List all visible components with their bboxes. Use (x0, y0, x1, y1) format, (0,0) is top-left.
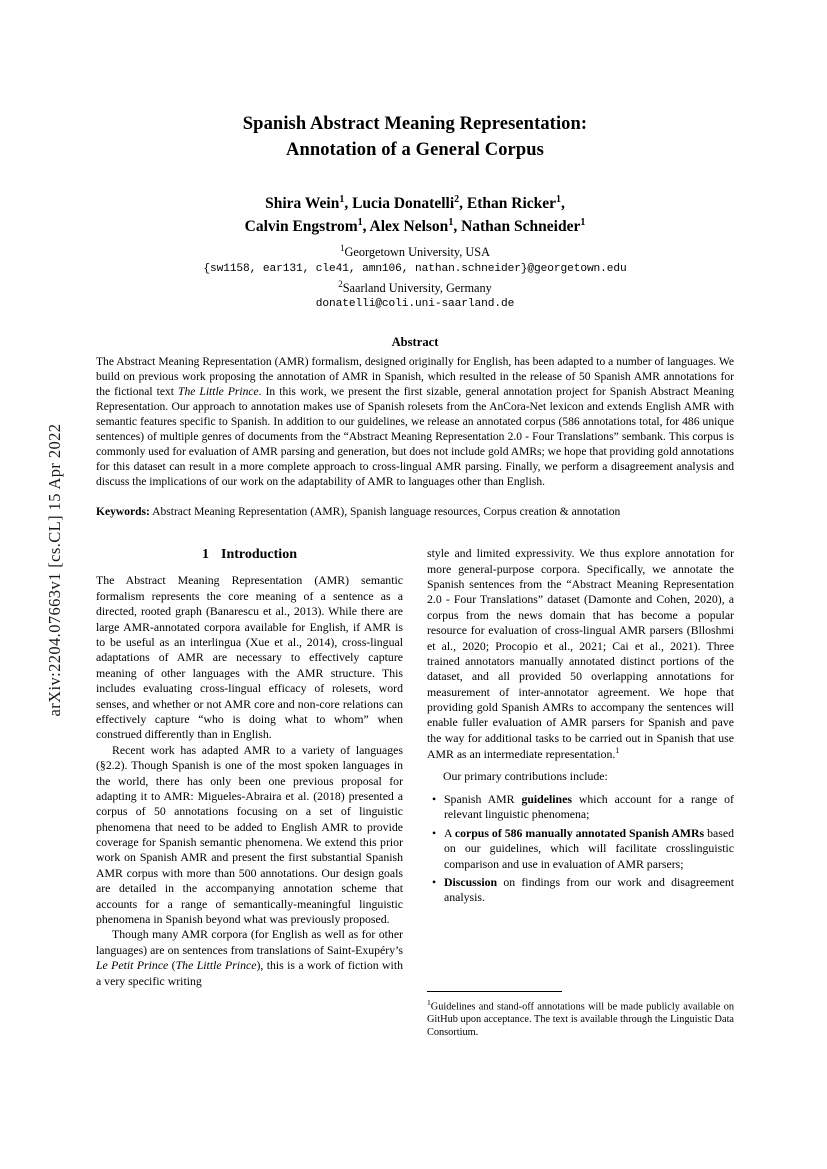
title-line-2: Annotation of a General Corpus (286, 139, 544, 160)
section-number: 1 (202, 547, 209, 563)
paragraph-text: style and limited expressivity. We thus explore annotation for more general-purpose corpora. Specifically, we annotate the Spanish sentences from the “Abstract Meaning Representation 2.0 - Four Translations” dataset (Damonte and Cohen, 2020), a corpus from the news domain that has become a popular resource for evaluation of cross-lingual AMR parsers (Blloshmi et al., 2020; Procopio et al., 2021; Cai et al., 2021). Three trained annotators manually annotated distinct portions of the dataset, and all provided 50 overlapping annotations for measurement of inter-annotator agreement. We hope that providing gold Spanish AMRs to accompany the sentences will enable fuller evaluation of AMR parsers for Spanish and pave the way for additional tasks to be carried out in Spanish that use AMR as an intermediate representation. (427, 546, 734, 762)
keywords-label: Keywords: (96, 506, 150, 519)
footnote-divider (427, 991, 562, 992)
affiliation-2-marker: 2 (338, 278, 343, 289)
author-nelson: , Alex Nelson (362, 217, 449, 235)
page-title (96, 112, 734, 163)
author-donatelli: , Lucia Donatelli (344, 195, 455, 213)
paragraph: Our primary contributions include: (443, 768, 608, 783)
list-item (444, 826, 734, 872)
title-le-petit-prince: Le Petit Prince (96, 958, 169, 973)
contributions-list (427, 792, 734, 906)
email-2: donatelli@coli.uni-saarland.de (315, 298, 515, 311)
author-wein: Shira Wein (265, 195, 340, 213)
affiliation-1-text: Georgetown University, USA (344, 245, 490, 260)
affiliation-2 (96, 278, 734, 298)
paragraph (96, 927, 403, 989)
paragraph: Recent work has adapted AMR to a variety of languages (§2.2). Though Spanish is one of the most spoken languages in the world, there has only been one previous proposal for adapting it to AMR: Migueles-Abraira et al. (2018) presented a corpus of 50 annotations focusing on a set of linguistic phenomena that need to be added to English AMR to provide coverage for Spanish semantic phenomena. We extend this prior work on Spanish AMR and present the first substantial Spanish AMR corpus with more than 500 annotations. Our design goals are detailed in the accompanying annotation scheme that accounts for a range of semantically-meaningful linguistic phenomena in Spanish beyond what was previously proposed. (96, 742, 403, 927)
author-list (96, 193, 734, 238)
list-item (444, 792, 734, 823)
affiliation-1-marker: 1 (340, 243, 345, 254)
section-title: Introduction (221, 547, 297, 563)
email-1: {sw1158, ear131, cle41, amn106, nathan.schneider}@georgetown.edu (203, 262, 627, 275)
bullet-part: based on our guidelines, which will facilitate crosslinguistic comparison and use in evaluation of AMR parsers; (444, 825, 734, 871)
paragraph-part: Though many AMR corpora (for English as well as for other languages) are on sentences from translations of Saint-Exupéry’s (96, 927, 403, 957)
paragraph: The Abstract Meaning Representation (AMR) semantic formalism represents the core meaning of a sentence as a directed, rooted graph (Banarescu et al., 2013). While there are large AMR-annotated corpora available for English, if AMR is to be useful as an interlingua (Xue et al., 2014), cross-lingual adaptations of AMR are necessary to effectively capture meaning of other languages with the AMR structure. This includes evaluating cross-lingual efficacy of rolesets, word senses, and whether or not AMR core and non-core relations can effectively capture “who is doing what to whom” when construed differently than in English. (96, 573, 403, 742)
affiliation-1 (96, 242, 734, 262)
author-engstrom: Calvin Engstrom (244, 217, 358, 235)
footnote-number: 1 (427, 997, 431, 1007)
author-nelson-affil: 1 (448, 216, 454, 228)
bullet-part: which account for a range of relevant linguistic phenomena; (444, 791, 734, 822)
affiliation-2-text: Saarland University, Germany (342, 280, 492, 295)
paper-page (96, 96, 734, 1040)
paragraph-part: ( (168, 958, 176, 973)
list-item (444, 875, 734, 906)
bullet-bold: guidelines (521, 791, 572, 806)
author-line-1 (96, 193, 734, 216)
footnote-marker: 1 (615, 746, 620, 756)
title-line-1: Spanish Abstract Meaning Representation: (242, 114, 588, 134)
title-the-little-prince: The Little Prince (175, 958, 257, 973)
footnote-text: Guidelines and stand-off annotations will be made publicly available on GitHub upon acceptance. The text is available through the Linguistic Data Consortium. (427, 1001, 734, 1039)
section-heading-introduction (96, 546, 403, 564)
author-wein-affil: 1 (339, 194, 345, 206)
keywords (96, 505, 734, 520)
affiliations (96, 242, 734, 313)
footnote (427, 998, 734, 1040)
arxiv-stamp: arXiv:2204.07663v1 [cs.CL] 15 Apr 2022 (45, 423, 64, 717)
bullet-bold: corpus of 586 manually annotated Spanish AMRs (454, 825, 705, 840)
bullet-part: A (444, 825, 455, 840)
keywords-text: Abstract Meaning Representation (AMR), Spanish language resources, Corpus creation & annotation (149, 506, 621, 519)
author-donatelli-affil: 2 (454, 194, 460, 206)
author-ricker: , Ethan Ricker (459, 195, 557, 213)
column-right (427, 546, 734, 1040)
abstract-heading: Abstract (391, 335, 439, 350)
bullet-part: on findings from our work and disagreement analysis. (444, 874, 734, 905)
abstract-text: The Abstract Meaning Representation (AMR) formalism, designed originally for English, has been adapted to a number of languages. We build on previous work proposing the annotation of AMR in Spanish, which resulted in the release of 50 Spanish AMR annotations for the fictional text The Little Prince. In this work, we present the first sizable, general annotation project for Spanish Abstract Meaning Representation. Our approach to annotation makes use of Spanish rolesets from the AnCora-Net lexicon and extends English AMR with semantic features specific to Spanish. In addition to our guidelines, we release an annotated corpus (586 annotations total, for 486 unique sentences) of multiple genres of documents from the “Abstract Meaning Representation 2.0 - Four Translations” sembank. This corpus is commonly used for evaluation of AMR parsing and generation, but does not include gold AMRs; we hope that providing gold annotations for this dataset can result in a more complete approach to cross-lingual AMR parsing. Finally, we perform a disagreement analysis and discuss the implications of our work on the adaptability of AMR to languages other than English. (96, 356, 734, 489)
paragraph-part: ), this is a work of fiction with a very specific writing (96, 958, 404, 988)
author-schneider-affil: 1 (580, 216, 586, 228)
author-line-1-comma: , (561, 195, 565, 213)
author-ricker-affil: 1 (556, 194, 562, 206)
body-columns (96, 546, 734, 1040)
bullet-bold: Discussion (444, 874, 498, 889)
paragraph (427, 546, 734, 762)
author-engstrom-affil: 1 (357, 216, 363, 228)
author-line-2 (96, 216, 734, 239)
bullet-part: Spanish AMR (444, 791, 522, 806)
column-left (96, 546, 403, 989)
author-schneider: , Nathan Schneider (453, 217, 581, 235)
abstract-italic-title: The Little Prince (178, 386, 259, 399)
